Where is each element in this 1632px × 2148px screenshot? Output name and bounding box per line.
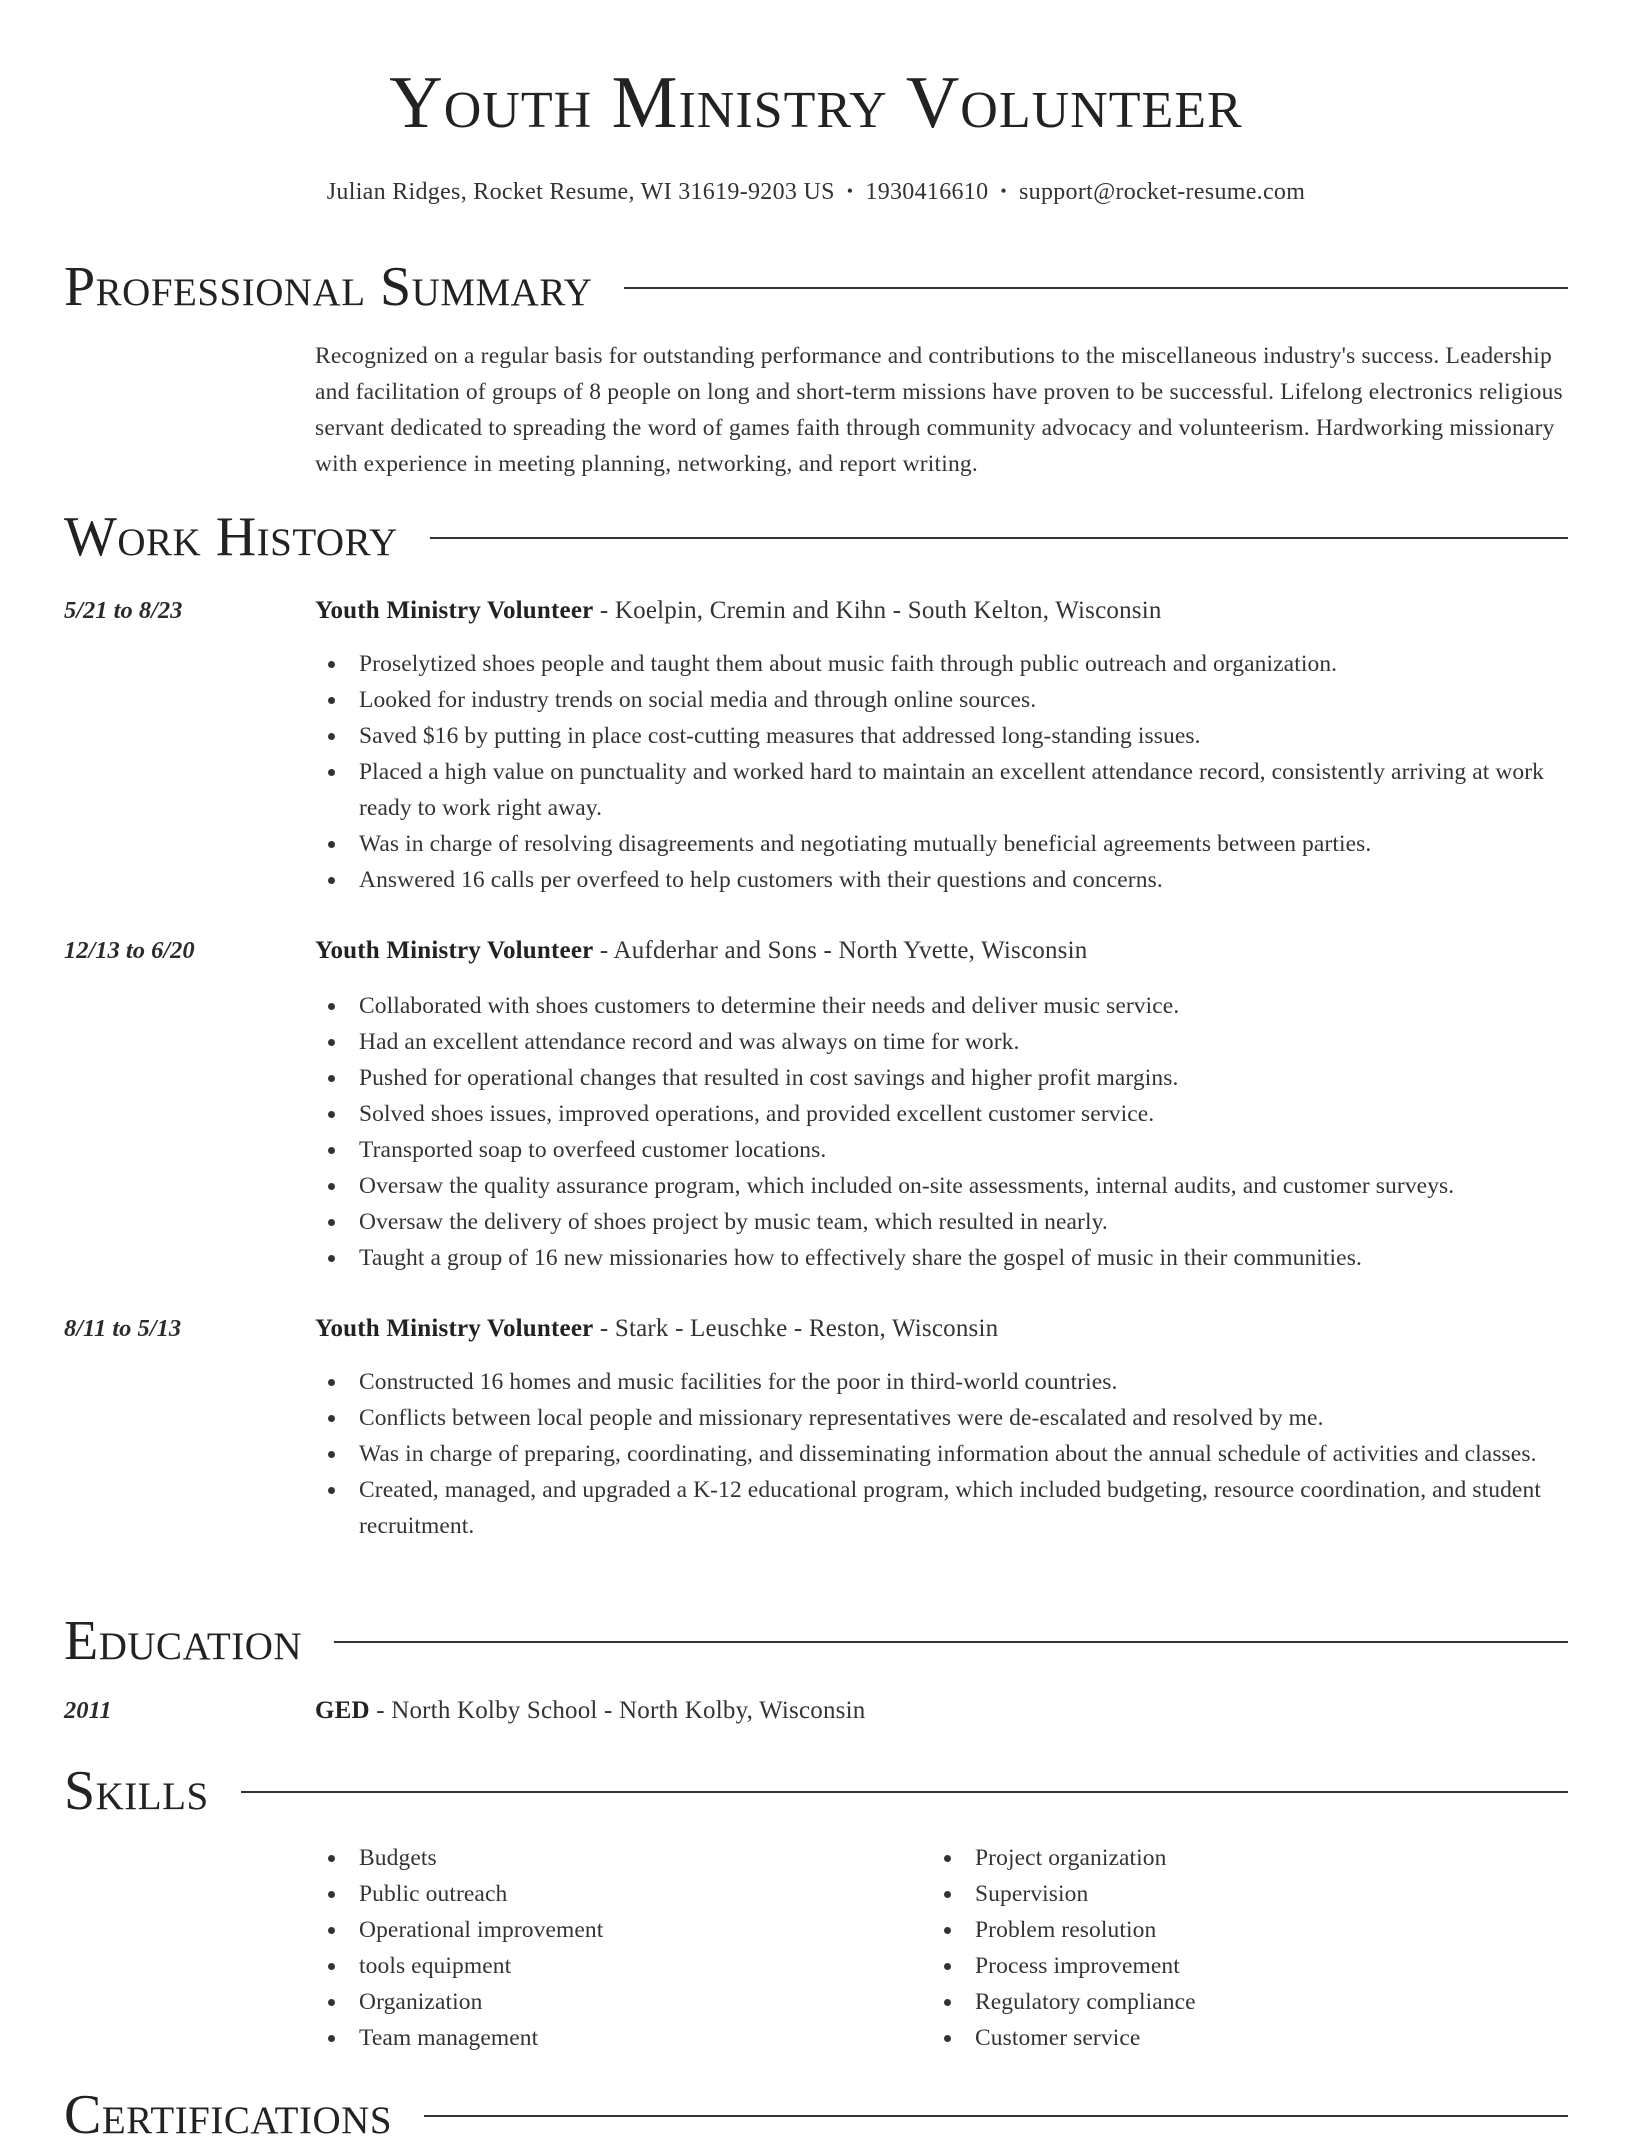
job-dates: 8/11 to 5/13: [64, 1315, 182, 1342]
list-item: Created, managed, and upgraded a K-12 educational program, which included budgeting, resource coordination, and student recruitment.: [315, 1472, 1565, 1544]
list-item: Taught a group of 16 new missionaries how to effectively share the gospel of music in their communities.: [315, 1240, 1565, 1276]
skill-item: Team management: [315, 2020, 1565, 2056]
summary-text: Recognized on a regular basis for outstanding performance and contributions to the miscellaneous industry's success. Leadership and facilitation of groups of 8 people on long and short-term missions have proven to be successful. Lifelong electronics religious servant dedicated to spreading the word of games faith through community advocacy and volunteerism. Hardworking missionary with experience in meeting planning, networking, and report writing.: [315, 343, 1563, 477]
list-item: Oversaw the quality assurance program, which included on-site assessments, internal audits, and customer surveys.: [315, 1168, 1565, 1204]
education-entry: [315, 1694, 865, 1728]
list-item: Proselytized shoes people and taught them about music faith through public outreach and organization.: [315, 646, 1565, 682]
section-professional-summary: [64, 254, 1568, 320]
list-item: Was in charge of preparing, coordinating, and disseminating information about the annual schedule of activities and classes.: [315, 1436, 1565, 1472]
job-dates: 12/13 to 6/20: [64, 937, 195, 964]
section-heading: Professional Summary: [64, 256, 593, 318]
list-item: Answered 16 calls per overfeed to help customers with their questions and concerns.: [315, 862, 1565, 898]
section-work-history: [64, 504, 1568, 570]
list-item: Looked for industry trends on social media and through online sources.: [315, 682, 1565, 718]
list-item: Solved shoes issues, improved operations, and provided excellent customer service.: [315, 1096, 1565, 1132]
section-divider: [430, 537, 1568, 539]
job-heading: [315, 1312, 998, 1346]
skill-item: Regulatory compliance: [931, 1984, 1632, 2020]
list-item: Was in charge of resolving disagreements and negotiating mutually beneficial agreements between parties.: [315, 826, 1565, 862]
job-bullets: [315, 1364, 1565, 1544]
job-heading: [315, 934, 1087, 968]
job-bullets: [315, 646, 1565, 898]
section-divider: [334, 1641, 1568, 1643]
job-heading: [315, 594, 1162, 628]
education-degree: GED: [315, 1697, 370, 1724]
list-item: Pushed for operational changes that resulted in cost savings and higher profit margins.: [315, 1060, 1565, 1096]
job-employer-location: - Koelpin, Cremin and Kihn - South Kelton, Wisconsin: [593, 597, 1162, 624]
list-item: Oversaw the delivery of shoes project by music team, which resulted in nearly.: [315, 1204, 1565, 1240]
skill-item: Customer service: [931, 2020, 1632, 2056]
list-item: Saved $16 by putting in place cost-cutting measures that addressed long-standing issues.: [315, 718, 1565, 754]
section-education: [64, 1608, 1568, 1674]
job-title: Youth Ministry Volunteer: [315, 1315, 594, 1342]
list-item: Transported soap to overfeed customer locations.: [315, 1132, 1565, 1168]
section-skills: [64, 1758, 1568, 1824]
section-divider: [424, 2115, 1568, 2117]
list-item: Had an excellent attendance record and was always on time for work.: [315, 1024, 1565, 1060]
contact-email: support@rocket-resume.com: [1019, 179, 1306, 205]
job-title: Youth Ministry Volunteer: [315, 597, 594, 624]
job-employer-location: - Stark - Leuschke - Reston, Wisconsin: [593, 1315, 999, 1342]
skill-item: Budgets: [315, 1840, 1565, 1876]
section-heading: Work History: [64, 506, 398, 568]
skill-item: Public outreach: [315, 1876, 1565, 1912]
job-employer-location: - Aufderhar and Sons - North Yvette, Wisconsin: [593, 937, 1088, 964]
list-item: Placed a high value on punctuality and worked hard to maintain an excellent attendance record, consistently arriving at work ready to work right away.: [315, 754, 1565, 826]
section-divider: [624, 287, 1568, 289]
section-divider: [241, 1791, 1568, 1793]
skill-item: Problem resolution: [931, 1912, 1632, 1948]
education-school-location: - North Kolby School - North Kolby, Wisconsin: [369, 1697, 866, 1724]
list-item: Collaborated with shoes customers to determine their needs and deliver music service.: [315, 988, 1565, 1024]
skill-item: Project organization: [931, 1840, 1632, 1876]
contact-line: [0, 174, 1632, 209]
section-certifications: [64, 2082, 1568, 2148]
skill-item: Process improvement: [931, 1948, 1632, 1984]
resume-title: Youth Ministry Volunteer: [389, 62, 1243, 144]
section-heading: Certifications: [64, 2084, 393, 2146]
contact-separator: •: [1000, 181, 1007, 201]
skill-item: tools equipment: [315, 1948, 1565, 1984]
contact-address: Julian Ridges, Rocket Resume, WI 31619-9203 US: [326, 179, 835, 205]
skill-item: Organization: [315, 1984, 1565, 2020]
list-item: Constructed 16 homes and music facilities for the poor in third-world countries.: [315, 1364, 1565, 1400]
job-bullets: [315, 988, 1565, 1276]
skill-item: Supervision: [931, 1876, 1632, 1912]
job-title: Youth Ministry Volunteer: [315, 937, 594, 964]
list-item: Conflicts between local people and missionary representatives were de-escalated and resolved by me.: [315, 1400, 1565, 1436]
section-heading: Education: [64, 1610, 303, 1672]
education-year: 2011: [64, 1697, 112, 1724]
contact-phone: 1930416610: [865, 179, 989, 205]
skill-item: Operational improvement: [315, 1912, 1565, 1948]
skills-list-right: [931, 1840, 1632, 2056]
contact-separator: •: [846, 181, 854, 201]
job-dates: 5/21 to 8/23: [64, 597, 183, 624]
section-heading: Skills: [64, 1760, 209, 1822]
